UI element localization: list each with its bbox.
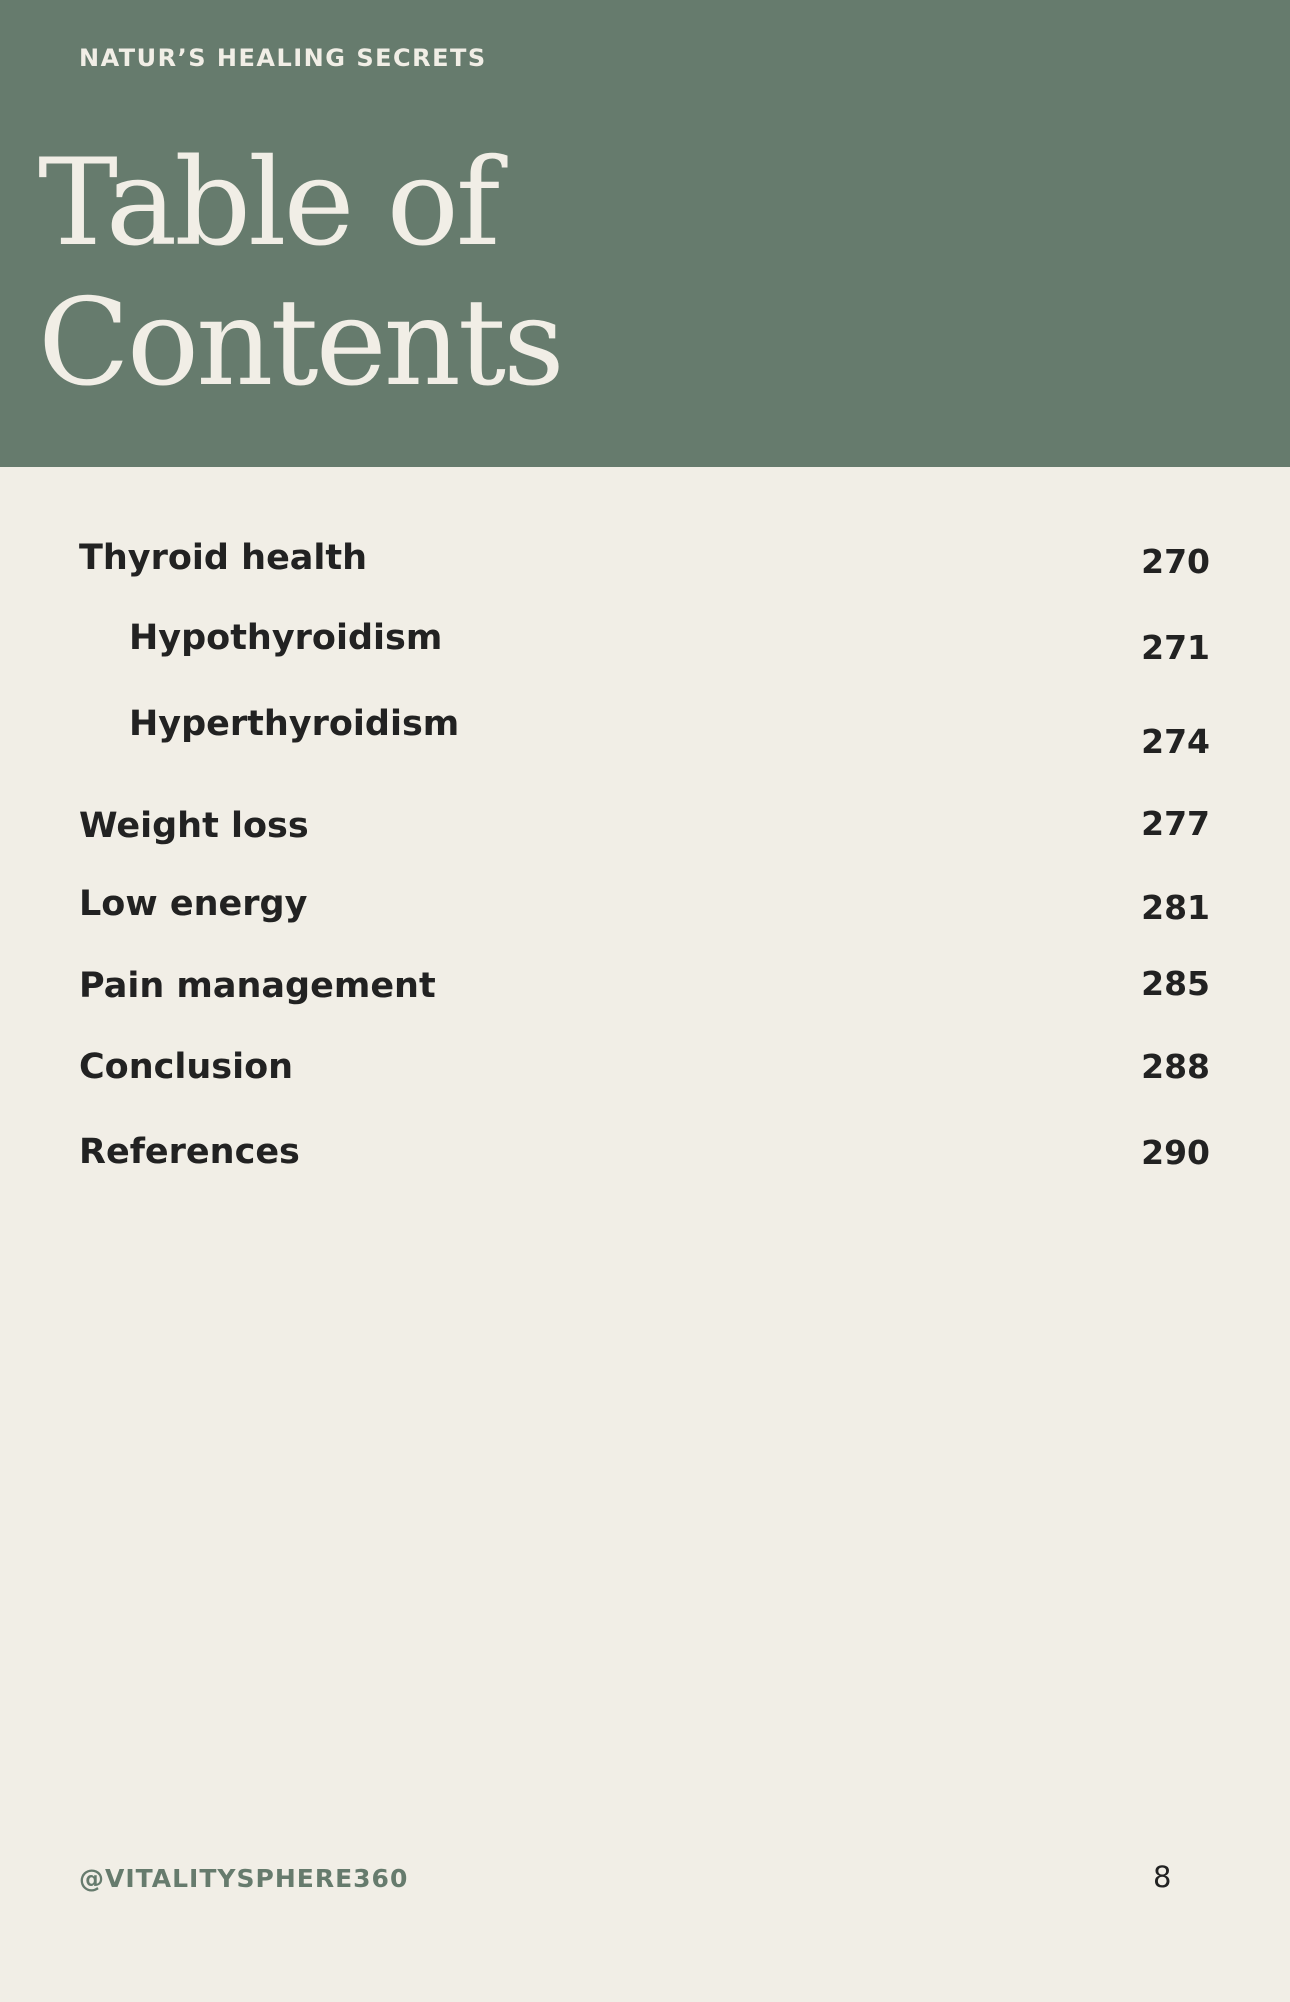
toc-item-label: Conclusion — [79, 1047, 294, 1087]
toc-item-weight-loss[interactable] — [79, 804, 1210, 854]
toc-item-hyperthyroidism[interactable] — [79, 702, 1210, 761]
toc-item-page: 290 — [1141, 1133, 1210, 1172]
toc-item-label: References — [79, 1132, 300, 1172]
toc-item-page: 285 — [1141, 964, 1210, 1003]
toc-item-thyroid-health[interactable] — [79, 536, 1210, 586]
toc-item-page: 288 — [1141, 1047, 1210, 1086]
toc-item-label: Low energy — [79, 884, 308, 924]
page-title — [38, 134, 562, 414]
toc-item-references[interactable] — [79, 1130, 1210, 1180]
toc-item-page: 270 — [1141, 542, 1210, 581]
header-banner — [0, 0, 1290, 467]
footer-handle: @VITALITYSPHERE360 — [79, 1864, 409, 1893]
toc-item-page: 271 — [1141, 628, 1210, 667]
footer-page-number: 8 — [1153, 1860, 1172, 1894]
toc-item-pain-management[interactable] — [79, 964, 1210, 1014]
toc-item-page: 277 — [1141, 804, 1210, 843]
toc-item-label: Hypothyroidism — [129, 618, 443, 658]
toc-item-low-energy[interactable] — [79, 882, 1210, 932]
toc-item-label: Hyperthyroidism — [129, 704, 460, 744]
toc-item-hypothyroidism[interactable] — [79, 616, 1210, 666]
page-title-line-1: Table of — [38, 134, 498, 273]
brand-name: NATUR’S HEALING SECRETS — [79, 44, 487, 72]
toc-item-label: Weight loss — [79, 806, 309, 846]
toc-item-page: 281 — [1141, 888, 1210, 927]
toc-item-page: 274 — [1141, 722, 1210, 761]
toc-item-conclusion[interactable] — [79, 1045, 1210, 1095]
page-title-line-2: Contents — [38, 274, 562, 413]
toc-item-label: Thyroid health — [79, 538, 368, 578]
toc-item-label: Pain management — [79, 966, 436, 1006]
